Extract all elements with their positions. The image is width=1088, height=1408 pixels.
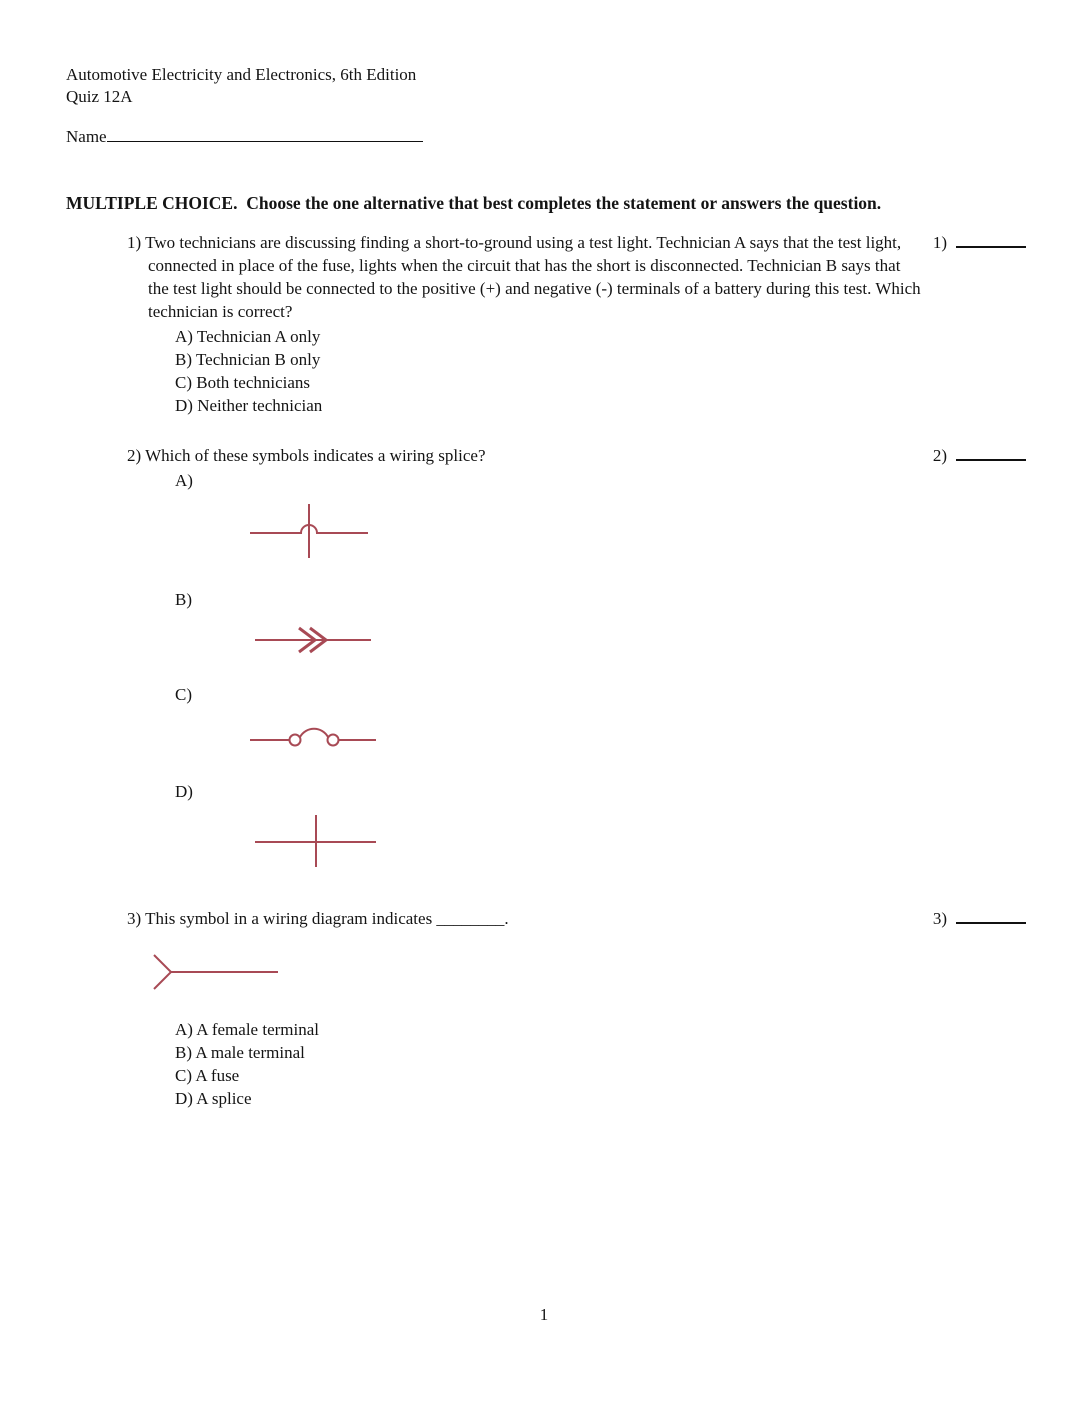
choice-3a-label: A) (175, 1020, 193, 1039)
fuse-symbol-icon (248, 714, 378, 750)
connector-chevron-symbol-icon (253, 623, 373, 657)
female-terminal-symbol-icon (150, 950, 280, 994)
instructions-heading: MULTIPLE CHOICE. Choose the one alternative that best completes the statement or answers the question. (66, 193, 882, 213)
choice-1a-text: Technician A only (196, 327, 321, 346)
book-title: Automotive Electricity and Electronics, 6th Edition (66, 65, 417, 84)
question-2-answer-blank (933, 444, 1026, 467)
question-1-answer-blank (933, 231, 1026, 254)
choice-1c (175, 371, 922, 394)
splice-dot-symbol-icon (253, 813, 378, 869)
choice-3d-label: D) (175, 1089, 193, 1108)
choice-2b (175, 588, 922, 611)
question-3-number: 3) (127, 909, 142, 928)
question-3-answer-line (956, 907, 1026, 924)
question-2-statement: Which of these symbols indicates a wiring splice? (145, 446, 486, 465)
question-3-choices (175, 1018, 922, 1110)
choice-2c-label: C) (175, 685, 192, 704)
choice-3c-label: C) (175, 1066, 192, 1085)
question-2-body (127, 444, 922, 869)
question-1-number: 1) (127, 233, 142, 252)
question-3 (66, 907, 1026, 1110)
name-blank-line (107, 126, 423, 142)
choice-3c (175, 1064, 922, 1087)
choice-1b-label: B) (175, 350, 192, 369)
question-1-answer-number: 1) (932, 233, 947, 252)
name-label: Name (66, 127, 107, 146)
question-3-text (127, 907, 922, 930)
choice-1a-label: A) (175, 327, 193, 346)
question-1-text (127, 231, 922, 323)
wire-crossover-symbol-icon (248, 502, 370, 560)
question-1-body (127, 231, 922, 417)
question-2-number: 2) (127, 446, 142, 465)
question-2-choices (175, 469, 922, 869)
choice-2c (175, 683, 922, 706)
choice-1b (175, 348, 922, 371)
choice-1d-label: D) (175, 396, 193, 415)
question-3-body (127, 907, 922, 1110)
question-3-statement: This symbol in a wiring diagram indicates ________. (145, 909, 509, 928)
question-2-answer-number: 2) (932, 446, 947, 465)
question-3-answer-blank (933, 907, 1026, 930)
choice-1d-text: Neither technician (197, 396, 323, 415)
choice-2b-label: B) (175, 590, 192, 609)
question-2-answer-line (956, 444, 1026, 461)
choice-3b-text: A male terminal (195, 1043, 305, 1062)
page-number: 1 (539, 1305, 549, 1324)
choice-3d-text: A splice (196, 1089, 252, 1108)
choice-1d (175, 394, 922, 417)
choice-3a-text: A female terminal (196, 1020, 319, 1039)
choice-1c-label: C) (175, 373, 192, 392)
choice-3c-text: A fuse (195, 1066, 240, 1085)
choice-1a (175, 325, 922, 348)
document-header (66, 64, 1026, 108)
question-1-choices (175, 325, 922, 417)
question-1 (66, 231, 1026, 417)
choice-2a-label: A) (175, 471, 193, 490)
choice-2a (175, 469, 922, 492)
question-3-answer-number: 3) (932, 909, 947, 928)
choice-1c-text: Both technicians (196, 373, 311, 392)
question-2 (66, 444, 1026, 869)
quiz-title: Quiz 12A (66, 87, 133, 106)
choice-3d (175, 1087, 922, 1110)
choice-2d-label: D) (175, 782, 193, 801)
question-2-text (127, 444, 922, 467)
name-row (66, 125, 1026, 148)
choice-3b-label: B) (175, 1043, 192, 1062)
choice-3b (175, 1041, 922, 1064)
question-1-statement: Two technicians are discussing finding a short-to-ground using a test light. Technician A says that the test light, connected in place of the fuse, lights when the circuit that has the short is disconnected. Technician B says that the test light should be connected to the positive (+) and negative (-) terminals of a battery during this test. Which technician is correct? (145, 233, 921, 321)
choice-2d (175, 780, 922, 803)
question-1-answer-line (956, 231, 1026, 248)
choice-3a (175, 1018, 922, 1041)
choice-1b-text: Technician B only (195, 350, 321, 369)
